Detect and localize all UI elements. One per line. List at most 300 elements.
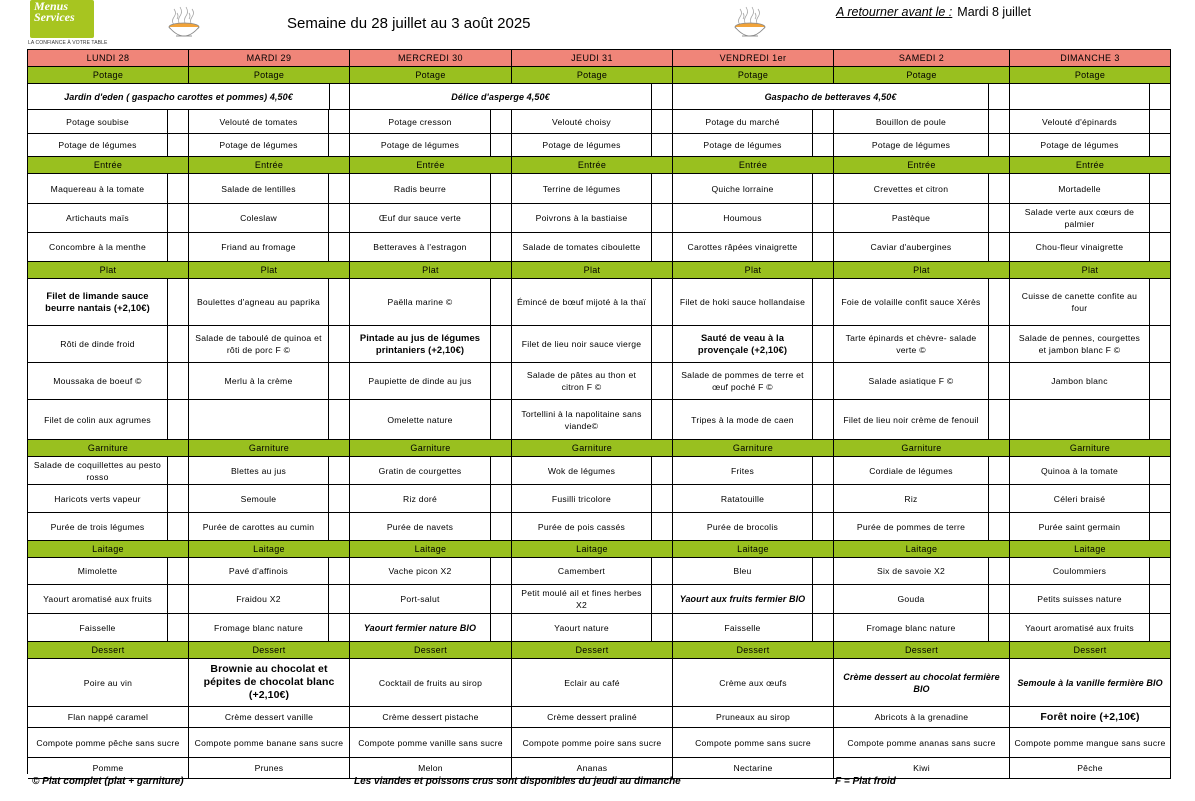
menu-item: Compote pomme ananas sans sucre (834, 728, 1010, 758)
menu-item: Purée saint germain (1010, 513, 1150, 541)
menu-item: Fromage blanc nature (834, 614, 989, 642)
section-header-dessert: Dessert (512, 642, 673, 659)
order-box[interactable] (989, 134, 1010, 157)
menu-item: Compote pomme banane sans sucre (189, 728, 350, 758)
order-box[interactable] (1150, 457, 1171, 485)
menu-item: Jambon blanc (1010, 363, 1150, 400)
soup-bowl-icon (166, 5, 202, 39)
garniture-row (28, 485, 1171, 513)
section-header-entree: Entrée (189, 157, 350, 174)
order-box[interactable] (813, 326, 834, 363)
order-box[interactable] (813, 174, 834, 204)
footnote-raw-meat-fish: Les viandes et poissons crus sont disponibles du jeudi au dimanche (354, 776, 681, 787)
order-box[interactable] (652, 614, 673, 642)
menu-item: Quiche lorraine (673, 174, 813, 204)
menu-item: Filet de hoki sauce hollandaise (673, 279, 813, 326)
menu-item: Pêche (1010, 758, 1171, 779)
order-box[interactable] (168, 457, 189, 485)
menu-item: Crème aux œufs (673, 659, 834, 707)
entree-row (28, 204, 1171, 233)
menu-item: Friand au fromage (189, 233, 329, 262)
entree-row (28, 174, 1171, 204)
plat-row (28, 363, 1171, 400)
order-box[interactable] (329, 174, 350, 204)
section-header-row-potage (28, 67, 1171, 84)
order-box[interactable] (1150, 110, 1171, 134)
menu-item: Purée de carottes au cumin (189, 513, 329, 541)
section-header-row-garniture (28, 440, 1171, 457)
dessert-row (28, 728, 1171, 758)
section-header-laitage: Laitage (512, 541, 673, 558)
order-box[interactable] (813, 513, 834, 541)
section-header-plat: Plat (673, 262, 834, 279)
plat-row (28, 326, 1171, 363)
section-header-row-plat (28, 262, 1171, 279)
order-box[interactable] (813, 485, 834, 513)
menu-item: Potage de légumes (834, 134, 989, 157)
order-box[interactable] (652, 513, 673, 541)
order-box[interactable] (168, 513, 189, 541)
menu-item: Semoule à la vanille fermière BIO (1010, 659, 1171, 707)
menu-item: Compote pomme poire sans sucre (512, 728, 673, 758)
menu-item: Fusilli tricolore (512, 485, 652, 513)
menu-item: Terrine de légumes (512, 174, 652, 204)
order-box[interactable] (491, 174, 512, 204)
section-header-plat: Plat (189, 262, 350, 279)
menu-item: Coleslaw (189, 204, 329, 233)
order-box[interactable] (989, 400, 1010, 440)
garniture-row (28, 513, 1171, 541)
section-header-entree: Entrée (834, 157, 1010, 174)
order-box[interactable] (1150, 400, 1171, 440)
menu-item: Potage du marché (673, 110, 813, 134)
order-box[interactable] (491, 204, 512, 233)
menu-item: Filet de lieu noir sauce vierge (512, 326, 652, 363)
menu-item: Poire au vin (28, 659, 189, 707)
order-box[interactable] (491, 363, 512, 400)
order-box[interactable] (989, 614, 1010, 642)
order-box[interactable] (1150, 614, 1171, 642)
order-box[interactable] (491, 400, 512, 440)
menu-item: Rôti de dinde froid (28, 326, 168, 363)
order-box[interactable] (813, 204, 834, 233)
section-header-potage: Potage (834, 67, 1010, 84)
section-header-row-dessert (28, 642, 1171, 659)
section-header-plat: Plat (1010, 262, 1171, 279)
order-box[interactable] (329, 233, 350, 262)
section-header-garniture: Garniture (189, 440, 350, 457)
order-box[interactable] (1150, 513, 1171, 541)
menu-item: Semoule (189, 485, 329, 513)
order-box[interactable] (652, 279, 673, 326)
menu-item: Yaourt aux fruits fermier BIO (673, 585, 813, 614)
order-box[interactable] (168, 134, 189, 157)
menu-item: Tripes à la mode de caen (673, 400, 813, 440)
menu-item (189, 400, 329, 440)
order-box[interactable] (491, 558, 512, 585)
menu-item: Salade de lentilles (189, 174, 329, 204)
menu-item: Moussaka de boeuf © (28, 363, 168, 400)
menu-item: Crevettes et citron (834, 174, 989, 204)
menu-item: Salade asiatique F © (834, 363, 989, 400)
day-header: SAMEDI 2 (834, 50, 1010, 67)
order-box[interactable] (491, 485, 512, 513)
order-box[interactable] (652, 233, 673, 262)
menu-item: Potage de légumes (512, 134, 652, 157)
order-box[interactable] (652, 558, 673, 585)
menu-item: Crème dessert praliné (512, 707, 673, 728)
section-header-entree: Entrée (350, 157, 512, 174)
section-header-entree: Entrée (673, 157, 834, 174)
day-header: DIMANCHE 3 (1010, 50, 1171, 67)
order-box[interactable] (491, 585, 512, 614)
order-box[interactable] (1150, 134, 1171, 157)
day-header: JEUDI 31 (512, 50, 673, 67)
order-box[interactable] (813, 279, 834, 326)
order-box[interactable] (813, 110, 834, 134)
menu-item: Salade de pommes de terre et œuf poché F © (673, 363, 813, 400)
menu-item: Wok de légumes (512, 457, 652, 485)
order-box[interactable] (813, 400, 834, 440)
order-box[interactable] (1150, 204, 1171, 233)
section-header-potage: Potage (28, 67, 189, 84)
order-box[interactable] (168, 204, 189, 233)
order-box[interactable] (989, 279, 1010, 326)
section-header-dessert: Dessert (1010, 642, 1171, 659)
menu-item: Eclair au café (512, 659, 673, 707)
order-box[interactable] (989, 585, 1010, 614)
order-box[interactable] (329, 110, 350, 134)
logo-tagline: LA CONFIANCE À VOTRE TABLE (28, 40, 108, 46)
section-header-laitage: Laitage (350, 541, 512, 558)
menu-item: Purée de trois légumes (28, 513, 168, 541)
section-header-garniture: Garniture (1010, 440, 1171, 457)
order-box[interactable] (813, 585, 834, 614)
section-header-laitage: Laitage (1010, 541, 1171, 558)
menu-item: Compote pomme sans sucre (673, 728, 834, 758)
menu-item: Bleu (673, 558, 813, 585)
menu-item: Purée de pois cassés (512, 513, 652, 541)
menu-item: Haricots verts vapeur (28, 485, 168, 513)
order-box[interactable] (491, 110, 512, 134)
section-header-potage: Potage (673, 67, 834, 84)
order-box[interactable] (813, 558, 834, 585)
page-title: Semaine du 28 juillet au 3 août 2025 (287, 15, 531, 32)
menus-services-logo (28, 0, 108, 46)
menu-item: Concombre à la menthe (28, 233, 168, 262)
order-box[interactable] (1150, 485, 1171, 513)
menu-item: Tortellini à la napolitaine sans viande© (512, 400, 652, 440)
menu-item: Chou-fleur vinaigrette (1010, 233, 1150, 262)
menu-item: Artichauts maïs (28, 204, 168, 233)
order-box[interactable] (813, 134, 834, 157)
section-header-dessert: Dessert (834, 642, 1010, 659)
order-box[interactable] (1150, 174, 1171, 204)
menu-item: Flan nappé caramel (28, 707, 189, 728)
menu-item: Kiwi (834, 758, 1010, 779)
menu-item: Nectarine (673, 758, 834, 779)
order-box[interactable] (168, 400, 189, 440)
menu-item: Carottes râpées vinaigrette (673, 233, 813, 262)
potage-special-item: Jardin d'eden ( gaspacho carottes et pommes) 4,50€ (28, 84, 330, 110)
menu-item: Forêt noire (+2,10€) (1010, 707, 1171, 728)
menu-item: Riz doré (350, 485, 491, 513)
section-header-garniture: Garniture (673, 440, 834, 457)
section-header-garniture: Garniture (834, 440, 1010, 457)
order-box[interactable] (1150, 233, 1171, 262)
order-box[interactable] (168, 485, 189, 513)
order-box[interactable] (652, 134, 673, 157)
menu-item: Boulettes d'agneau au paprika (189, 279, 329, 326)
order-box[interactable] (491, 134, 512, 157)
potage-special-row (28, 84, 1171, 110)
section-header-dessert: Dessert (189, 642, 350, 659)
plat-row (28, 400, 1171, 440)
menu-item: Sauté de veau à la provençale (+2,10€) (673, 326, 813, 363)
order-box[interactable] (989, 457, 1010, 485)
menu-item: Salade verte aux cœurs de palmier (1010, 204, 1150, 233)
menu-item: Omelette nature (350, 400, 491, 440)
order-box[interactable] (491, 233, 512, 262)
order-box[interactable] (168, 363, 189, 400)
dessert-row (28, 707, 1171, 728)
menu-item: Potage cresson (350, 110, 491, 134)
menu-item: Radis beurre (350, 174, 491, 204)
return-date: Mardi 8 juillet (957, 5, 1031, 19)
menu-item: Petits suisses nature (1010, 585, 1150, 614)
menu-item: Abricots à la grenadine (834, 707, 1010, 728)
menu-item: Crème dessert pistache (350, 707, 512, 728)
day-header: LUNDI 28 (28, 50, 189, 67)
menu-item: Compote pomme mangue sans sucre (1010, 728, 1171, 758)
section-header-laitage: Laitage (28, 541, 189, 558)
menu-item: Gratin de courgettes (350, 457, 491, 485)
order-box[interactable] (329, 485, 350, 513)
menu-item: Merlu à la crème (189, 363, 329, 400)
menu-item: Velouté d'épinards (1010, 110, 1150, 134)
order-box[interactable] (989, 485, 1010, 513)
menu-item: Émincé de bœuf mijoté à la thaï (512, 279, 652, 326)
order-box[interactable] (813, 614, 834, 642)
section-header-plat: Plat (28, 262, 189, 279)
menu-item (1010, 400, 1150, 440)
order-box[interactable] (1150, 558, 1171, 585)
section-header-potage: Potage (512, 67, 673, 84)
day-header: MERCREDI 30 (350, 50, 512, 67)
order-box[interactable] (491, 614, 512, 642)
section-header-potage: Potage (1010, 67, 1171, 84)
order-box[interactable] (652, 174, 673, 204)
order-box[interactable] (329, 400, 350, 440)
section-header-entree: Entrée (28, 157, 189, 174)
menu-item: Salade de taboulé de quinoa et rôti de porc F © (189, 326, 329, 363)
order-box[interactable] (989, 84, 1010, 110)
menu-item: Coulommiers (1010, 558, 1150, 585)
order-box[interactable] (1150, 326, 1171, 363)
section-header-dessert: Dessert (673, 642, 834, 659)
menu-item: Cocktail de fruits au sirop (350, 659, 512, 707)
day-header: VENDREDI 1er (673, 50, 834, 67)
logo-line-2: Services (34, 10, 75, 24)
order-box[interactable] (330, 84, 350, 110)
order-box[interactable] (168, 233, 189, 262)
order-box[interactable] (491, 457, 512, 485)
order-box[interactable] (1150, 363, 1171, 400)
section-header-potage: Potage (350, 67, 512, 84)
menu-item: Pastèque (834, 204, 989, 233)
menu-item: Ananas (512, 758, 673, 779)
menu-item: Port-salut (350, 585, 491, 614)
potage-row (28, 110, 1171, 134)
order-box[interactable] (989, 174, 1010, 204)
order-box[interactable] (989, 558, 1010, 585)
order-box[interactable] (813, 363, 834, 400)
menu-item: Potage de légumes (673, 134, 813, 157)
section-header-plat: Plat (512, 262, 673, 279)
order-box[interactable] (1150, 279, 1171, 326)
menu-item: Potage de légumes (28, 134, 168, 157)
order-box[interactable] (652, 326, 673, 363)
menu-item: Salade de pennes, courgettes et jambon blanc F © (1010, 326, 1150, 363)
menu-item: Prunes (189, 758, 350, 779)
order-box[interactable] (491, 279, 512, 326)
menu-item: Faisselle (673, 614, 813, 642)
menu-item: Paëlla marine © (350, 279, 491, 326)
menu-item: Yaourt aromatisé aux fruits (28, 585, 168, 614)
order-box[interactable] (813, 233, 834, 262)
laitage-row (28, 614, 1171, 642)
menu-item: Filet de lieu noir crème de fenouil (834, 400, 989, 440)
order-box[interactable] (652, 204, 673, 233)
menu-item: Caviar d'aubergines (834, 233, 989, 262)
order-box[interactable] (329, 363, 350, 400)
section-header-plat: Plat (834, 262, 1010, 279)
order-box[interactable] (168, 279, 189, 326)
return-label: A retourner avant le : (836, 5, 953, 19)
day-header: MARDI 29 (189, 50, 350, 67)
menu-item: Bouillon de poule (834, 110, 989, 134)
menu-item: Yaourt fermier nature BIO (350, 614, 491, 642)
order-box[interactable] (652, 400, 673, 440)
order-box[interactable] (329, 585, 350, 614)
section-header-garniture: Garniture (28, 440, 189, 457)
order-box[interactable] (652, 485, 673, 513)
section-header-potage: Potage (189, 67, 350, 84)
order-box[interactable] (329, 326, 350, 363)
footnote-plat-complet: © Plat complet (plat + garniture) (32, 776, 184, 787)
menu-item: Œuf dur sauce verte (350, 204, 491, 233)
order-box[interactable] (1150, 585, 1171, 614)
order-box[interactable] (329, 279, 350, 326)
laitage-row (28, 585, 1171, 614)
menu-item: Potage soubise (28, 110, 168, 134)
order-box[interactable] (329, 457, 350, 485)
menu-item: Paupiette de dinde au jus (350, 363, 491, 400)
order-box[interactable] (813, 457, 834, 485)
order-box[interactable] (1150, 84, 1171, 110)
menu-item: Yaourt aromatisé aux fruits (1010, 614, 1150, 642)
order-box[interactable] (329, 134, 350, 157)
menu-item: Camembert (512, 558, 652, 585)
section-header-garniture: Garniture (350, 440, 512, 457)
order-box[interactable] (652, 585, 673, 614)
plat-row (28, 279, 1171, 326)
order-box[interactable] (168, 110, 189, 134)
menu-item: Purée de brocolis (673, 513, 813, 541)
logo-line-1: Menus (34, 0, 69, 13)
order-box[interactable] (652, 457, 673, 485)
order-box[interactable] (491, 513, 512, 541)
order-box[interactable] (491, 326, 512, 363)
menu-item: Quinoa à la tomate (1010, 457, 1150, 485)
order-box[interactable] (989, 204, 1010, 233)
dessert-row (28, 659, 1171, 707)
order-box[interactable] (329, 513, 350, 541)
menu-item: Mimolette (28, 558, 168, 585)
menu-item: Crème dessert vanille (189, 707, 350, 728)
menu-item: Velouté choisy (512, 110, 652, 134)
menu-item: Salade de pâtes au thon et citron F © (512, 363, 652, 400)
menu-item: Petit moulé ail et fines herbes X2 (512, 585, 652, 614)
order-box[interactable] (168, 326, 189, 363)
menu-item: Pomme (28, 758, 189, 779)
menu-item: Frites (673, 457, 813, 485)
garniture-row (28, 457, 1171, 485)
menu-item: Ratatouille (673, 485, 813, 513)
order-box[interactable] (989, 110, 1010, 134)
order-box[interactable] (989, 326, 1010, 363)
entree-row (28, 233, 1171, 262)
menu-item: Potage de légumes (350, 134, 491, 157)
menu-item: Cuisse de canette confite au four (1010, 279, 1150, 326)
order-box[interactable] (989, 513, 1010, 541)
menu-item: Fromage blanc nature (189, 614, 329, 642)
potage-row (28, 134, 1171, 157)
section-header-row-entree (28, 157, 1171, 174)
menu-item: Betteraves à l'estragon (350, 233, 491, 262)
order-box[interactable] (652, 110, 673, 134)
menu-item: Velouté de tomates (189, 110, 329, 134)
order-box[interactable] (329, 614, 350, 642)
order-box[interactable] (652, 363, 673, 400)
menu-item: Gouda (834, 585, 989, 614)
footnote-cold-dish: F = Plat froid (835, 776, 896, 787)
order-box[interactable] (652, 84, 673, 110)
menu-item: Maquereau à la tomate (28, 174, 168, 204)
day-header-row (28, 50, 1171, 67)
menu-item: Foie de volaille confit sauce Xérès (834, 279, 989, 326)
section-header-laitage: Laitage (673, 541, 834, 558)
menu-item: Céleri braisé (1010, 485, 1150, 513)
menu-item: Compote pomme vanille sans sucre (350, 728, 512, 758)
menu-item: Compote pomme pêche sans sucre (28, 728, 189, 758)
order-box[interactable] (989, 363, 1010, 400)
section-header-entree: Entrée (512, 157, 673, 174)
menu-item: Purée de navets (350, 513, 491, 541)
order-box[interactable] (168, 614, 189, 642)
menu-item: Tarte épinards et chèvre- salade verte © (834, 326, 989, 363)
order-box[interactable] (989, 233, 1010, 262)
order-box[interactable] (168, 174, 189, 204)
order-box[interactable] (168, 585, 189, 614)
potage-special-item: Gaspacho de betteraves 4,50€ (673, 84, 989, 110)
logo-text (34, 1, 75, 23)
soup-bowl-icon (732, 5, 768, 39)
order-box[interactable] (168, 558, 189, 585)
section-header-dessert: Dessert (350, 642, 512, 659)
order-box[interactable] (329, 558, 350, 585)
order-box[interactable] (329, 204, 350, 233)
